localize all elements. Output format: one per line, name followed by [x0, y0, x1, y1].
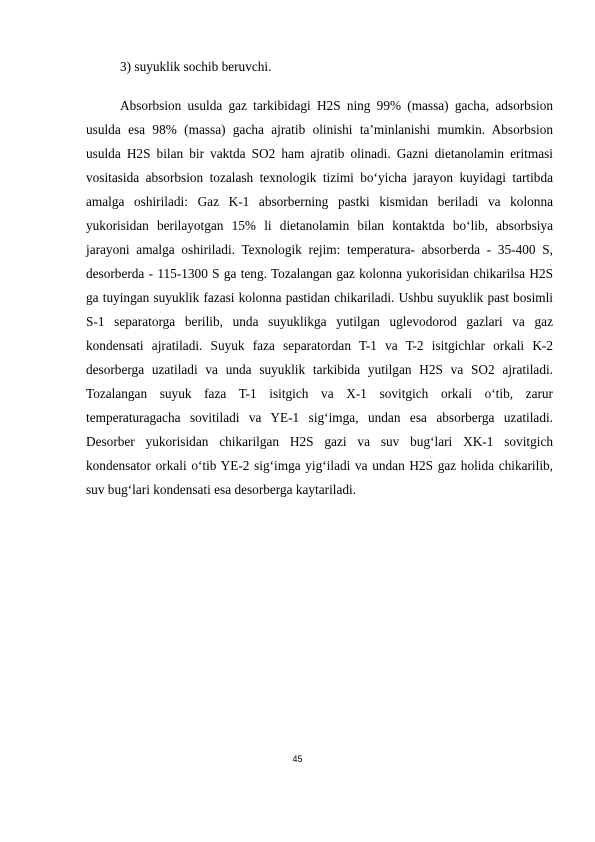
body-paragraph: Absorbsion usulda gaz tarkibidagi H2S ning 99% (massa) gacha, adsorbsion usulda esa 98% (massa) gacha ajratib olinishi ta’minlanishi mumkin. Absorbsion usulda H2S bilan bir vaktda SO2 ham ajratib olinadi. Gazni dietanolamin eritmasi vositasida absorbsion tozalash texnologik tizimi bo‘yicha jarayon kuyidagi tartibda amalga oshiriladi: Gaz K-1 absorberning pastki kismidan beriladi va kolonna yukorisidan berilayotgan 15% li dietanolamin bilan kontaktda bo‘lib, absorbsiya jarayoni amalga oshiriladi. Texnologik rejim: temperatura- absorberda - 35-400 S, desorberda - 115-1300 S ga teng. Tozalangan gaz kolonna yukorisidan chikarilsa H2S ga tuyingan suyuklik fazasi kolonna pastidan chikariladi. Ushbu suyuklik past bosimli S-1 separatorga berilib, unda suyuklikga yutilgan uglevodorod gazlari va gaz kondensati ajratiladi. Suyuk faza separatordan T-1 va T-2 isitgichlar orkali K-2 desorberga uzatiladi va unda suyuklik tarkibida yutilgan H2S va SO2 ajratiladi. Tozalangan suyuk faza T-1 isitgich va X-1 sovitgich orkali o‘tib, zarur temperaturagacha sovitiladi va YE-1 sig‘imga, undan esa absorberga uzatiladi. Desorber yukorisidan chikarilgan H2S gazi va suv bug‘lari XK-1 sovitgich kondensator orkali o‘tib YE-2 sig‘imga yig‘iladi va undan H2S gaz holida chikarilib, suv bug‘lari kondensati esa desorberga kaytariladi.	[86, 98, 553, 497]
list-item-text: 3) suyuklik sochib beruvchi.	[120, 59, 272, 74]
page-number: 45	[292, 754, 303, 764]
